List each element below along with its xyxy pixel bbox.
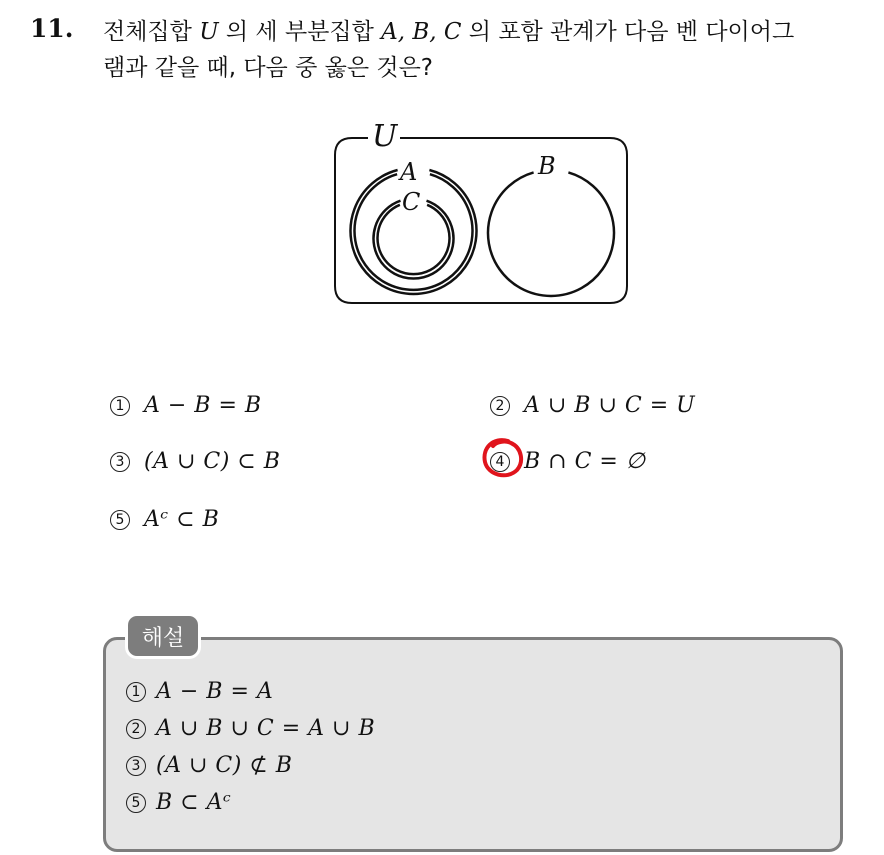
set-c-label: C (402, 188, 421, 216)
choice-number: 1 (110, 396, 130, 416)
choice-3[interactable] (110, 449, 280, 474)
solution-number: 1 (126, 682, 146, 702)
question-text-part: 전체집합 (103, 19, 200, 45)
choice-number: 4 (490, 452, 510, 472)
choice-5[interactable] (110, 507, 219, 532)
solution-title: 해설 (128, 616, 198, 656)
set-a-label: A (400, 158, 418, 186)
set-b-label: B (538, 152, 556, 180)
choice-number: 2 (490, 396, 510, 416)
solution-expression: B ⊂ Aᶜ (156, 790, 232, 815)
choice-number: 3 (110, 452, 130, 472)
choice-expression: (A ∪ C) ⊂ B (144, 449, 281, 474)
venn-diagram (330, 118, 630, 306)
solution-line-2 (126, 716, 375, 741)
solution-number: 3 (126, 756, 146, 776)
solution-expression: A − B = A (156, 679, 274, 704)
universe-label: U (372, 119, 398, 154)
set-b-circle (488, 172, 614, 296)
question-line-1 (103, 14, 873, 50)
solution-line-3 (126, 753, 292, 778)
choice-expression: B ∩ C = ∅ (524, 449, 646, 474)
answer-mark-circle (478, 434, 526, 482)
solution-number: 2 (126, 719, 146, 739)
choice-expression: A − B = B (144, 393, 262, 418)
solution-box (103, 637, 843, 852)
solution-expression: A ∪ B ∪ C = A ∪ B (156, 716, 376, 741)
question-number: 11. (30, 14, 74, 43)
choice-number: 5 (110, 510, 130, 530)
question-text (103, 14, 873, 86)
question-text-part: 의 세 부분집합 (218, 19, 382, 45)
choice-1[interactable] (110, 393, 262, 418)
choice-2[interactable] (490, 393, 695, 418)
choice-expression: Aᶜ ⊂ B (144, 507, 220, 532)
question-line-2: 램과 같을 때, 다음 중 옳은 것은? (103, 55, 434, 81)
question-math-subsets: A, B, C (381, 19, 462, 45)
solution-number: 5 (126, 793, 146, 813)
question-math-universe: U (199, 19, 219, 45)
choice-expression: A ∪ B ∪ C = U (524, 393, 696, 418)
solution-line-4 (126, 790, 231, 815)
solution-expression: (A ∪ C) ⊄ B (156, 753, 293, 778)
question-text-part: 의 포함 관계가 다음 벤 다이어그 (461, 19, 795, 45)
solution-line-1 (126, 679, 273, 704)
